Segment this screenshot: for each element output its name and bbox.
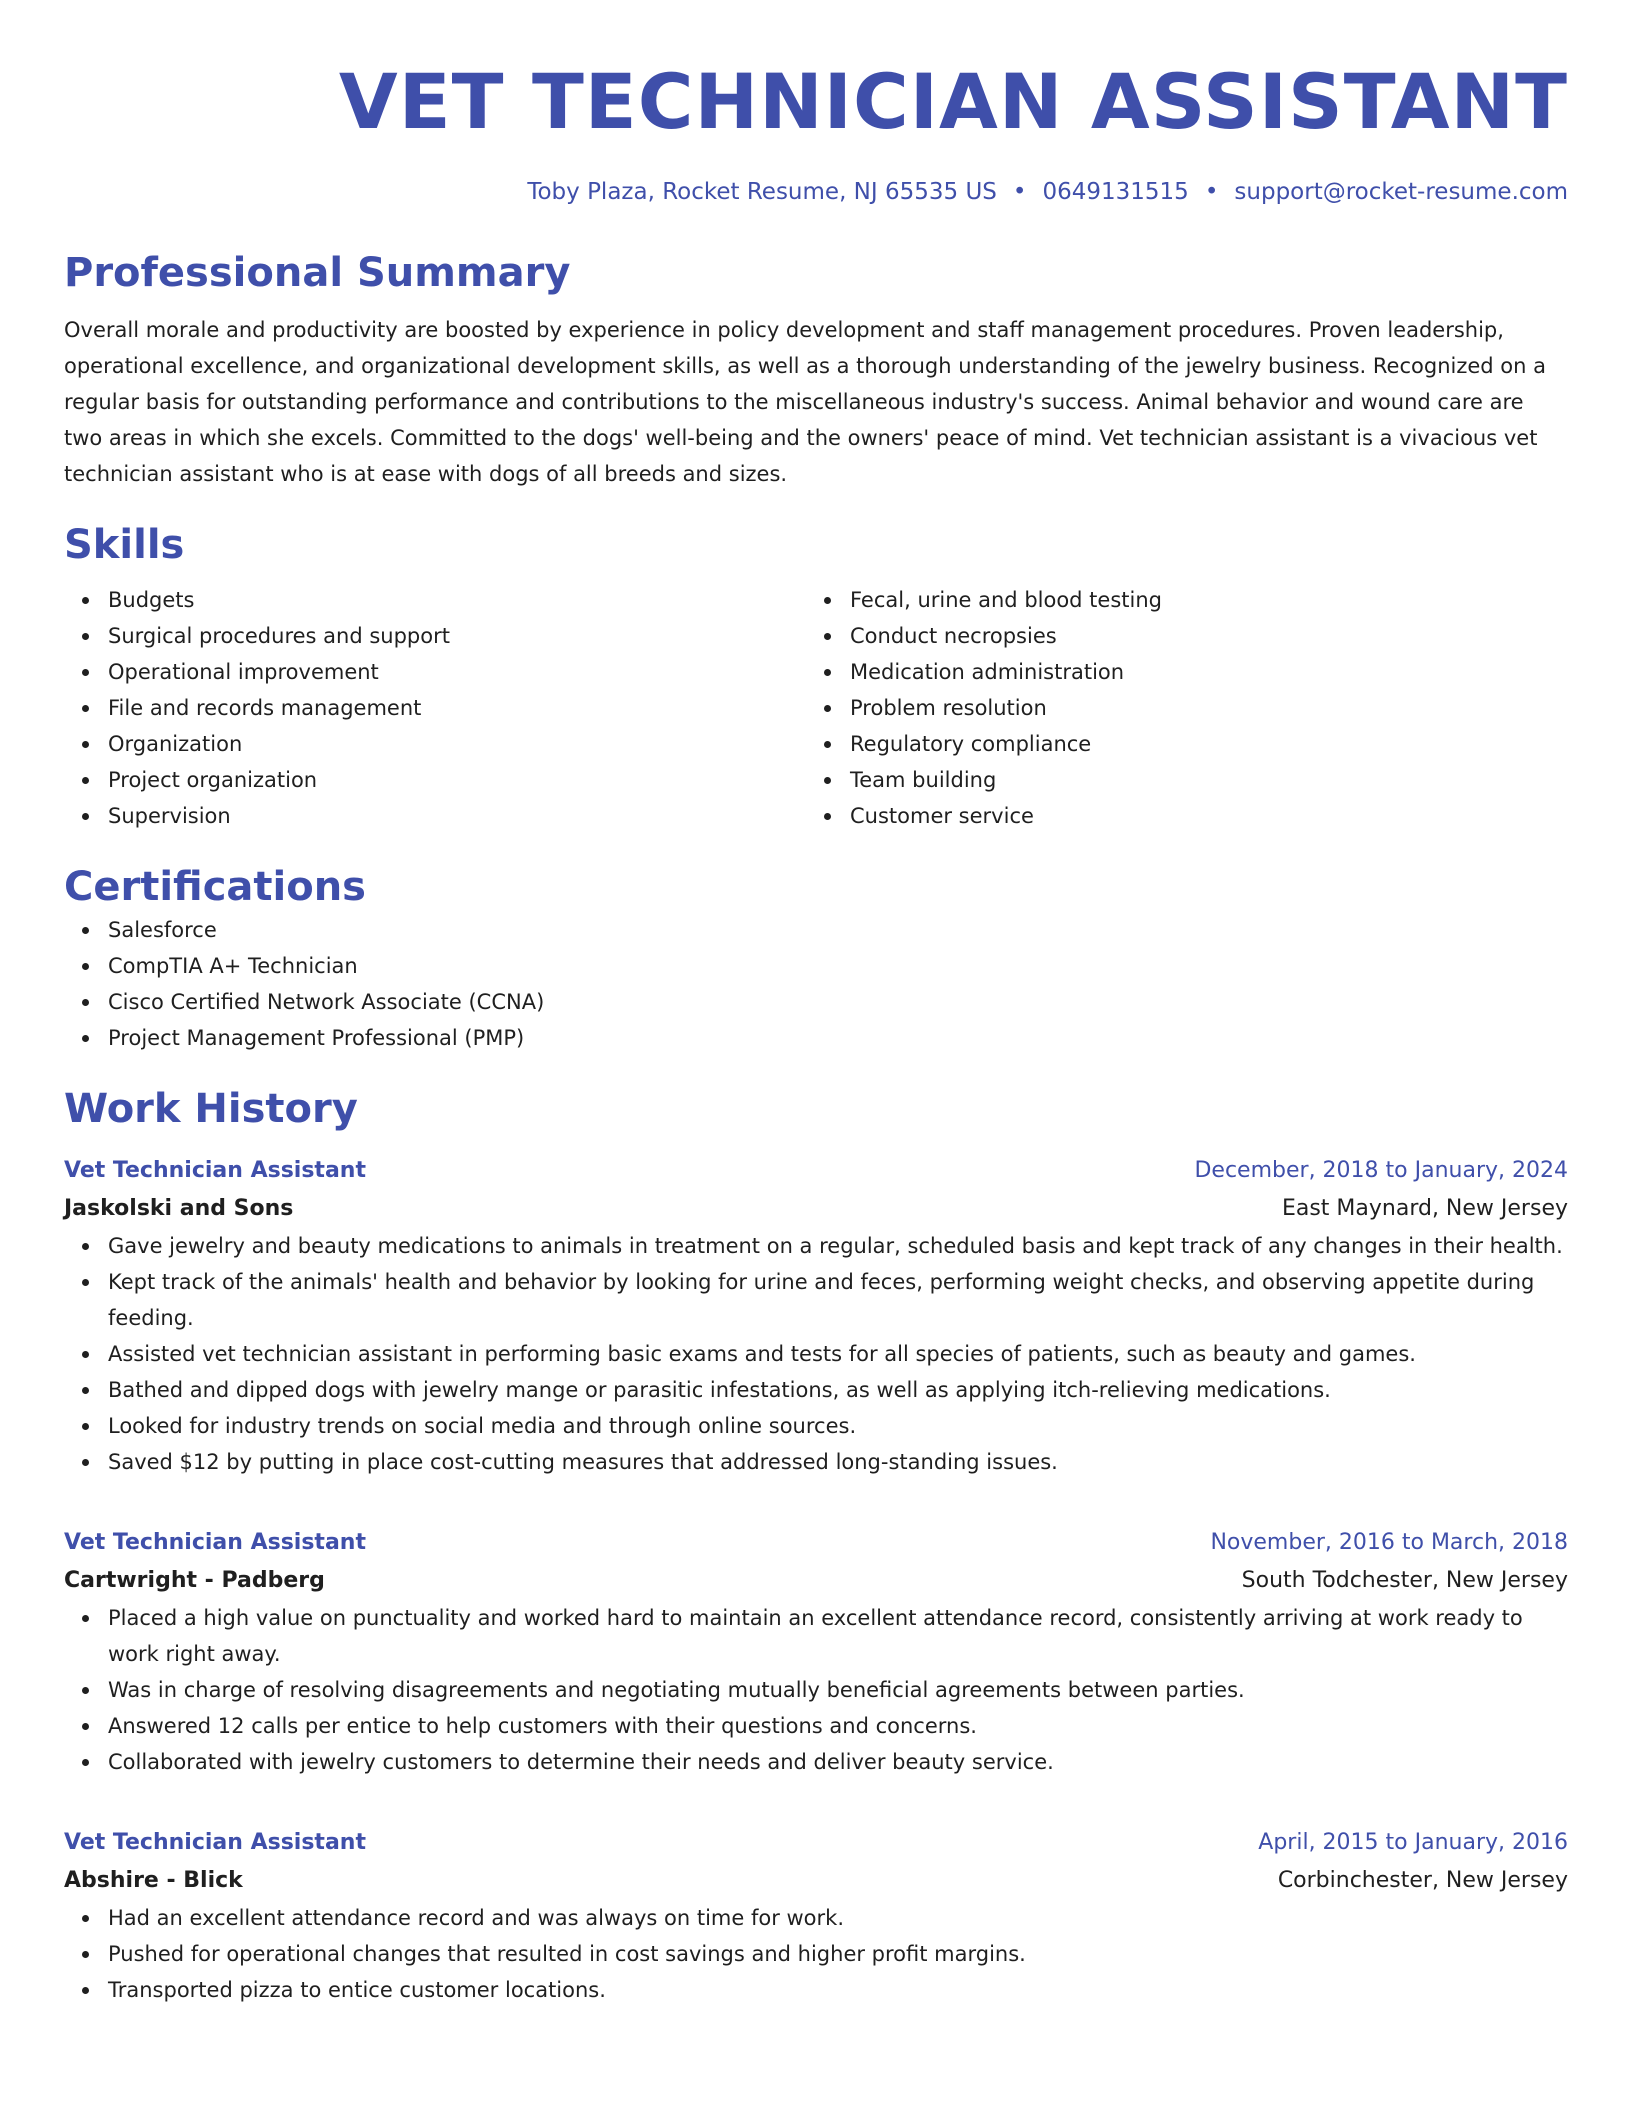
job-entry: [64, 1524, 1568, 1780]
job-entry: [64, 1152, 1568, 1480]
job-dates: April, 2015 to January, 2016: [1258, 1830, 1568, 1855]
skills-heading: Skills: [64, 522, 185, 568]
job-bullet: Placed a high value on punctuality and worked hard to maintain an excellent attendance record, consistently arriving at work ready to work right away.: [64, 1600, 1568, 1672]
summary-text: Overall morale and productivity are boosted by experience in policy development and staff management procedures. Proven leadership, operational excellence, and organizational development skills, as well as a thorough understanding of the jewelry business. Recognized on a regular basis for outstanding performance and contributions to the miscellaneous industry's success. Animal behavior and wound care are two areas in which she excels. Committed to the dogs' well-being and the owners' peace of mind. Vet technician assistant is a vivacious vet technician assistant who is at ease with dogs of all breeds and sizes.: [64, 318, 1546, 486]
contact-separator: •: [1204, 179, 1219, 205]
job-title-row: [64, 1152, 1568, 1190]
certification-item: Cisco Certified Network Associate (CCNA): [64, 984, 1568, 1020]
job-bullet: Had an excellent attendance record and was always on time for work.: [64, 1900, 1568, 1936]
job-bullet: Pushed for operational changes that resulted in cost savings and higher profit margins.: [64, 1936, 1568, 1972]
job-company-row: [64, 1190, 1568, 1228]
skill-item: Regulatory compliance: [806, 726, 1548, 762]
work-history-heading: Work History: [64, 1086, 358, 1132]
skills-list-right: [806, 582, 1548, 834]
contact-address: Toby Plaza, Rocket Resume, NJ 65535 US: [527, 179, 997, 205]
resume-header: [64, 0, 1568, 208]
job-title-row: [64, 1524, 1568, 1562]
job-bullets: [64, 1228, 1568, 1480]
skills-grid: [64, 582, 1568, 834]
job-location: South Todchester, New Jersey: [1241, 1568, 1568, 1593]
job-location: East Maynard, New Jersey: [1281, 1196, 1568, 1221]
job-title: Vet Technician Assistant: [64, 1530, 366, 1555]
skill-item: Fecal, urine and blood testing: [806, 582, 1548, 618]
certifications-list: [64, 912, 1568, 1056]
job-bullet: Saved $12 by putting in place cost-cutting measures that addressed long-standing issues.: [64, 1444, 1568, 1480]
skills-column-left: [64, 582, 806, 834]
contact-email[interactable]: support@rocket-resume.com: [1234, 179, 1568, 205]
job-bullet: Looked for industry trends on social media and through online sources.: [64, 1408, 1568, 1444]
skill-item: Surgical procedures and support: [64, 618, 806, 654]
skill-item: File and records management: [64, 690, 806, 726]
job-bullet: Answered 12 calls per entice to help customers with their questions and concerns.: [64, 1708, 1568, 1744]
certifications-heading: Certifications: [64, 864, 366, 910]
skill-item: Supervision: [64, 798, 806, 834]
job-bullets: [64, 1900, 1568, 2008]
contact-line: [64, 176, 1568, 208]
certification-item: Salesforce: [64, 912, 1568, 948]
skill-item: Medication administration: [806, 654, 1548, 690]
job-title: Vet Technician Assistant: [64, 1158, 366, 1183]
job-company-row: [64, 1562, 1568, 1600]
skill-item: Operational improvement: [64, 654, 806, 690]
job-bullet: Collaborated with jewelry customers to determine their needs and deliver beauty service.: [64, 1744, 1568, 1780]
job-bullet: Assisted vet technician assistant in performing basic exams and tests for all species of patients, such as beauty and games.: [64, 1336, 1568, 1372]
contact-separator: •: [1012, 179, 1027, 205]
job-location: Corbinchester, New Jersey: [1277, 1868, 1568, 1893]
skill-item: Organization: [64, 726, 806, 762]
job-dates: December, 2018 to January, 2024: [1194, 1158, 1568, 1183]
job-company: Jaskolski and Sons: [64, 1196, 294, 1221]
certification-item: Project Management Professional (PMP): [64, 1020, 1568, 1056]
job-company-row: [64, 1862, 1568, 1900]
job-bullet: Bathed and dipped dogs with jewelry mange or parasitic infestations, as well as applying itch-relieving medications.: [64, 1372, 1568, 1408]
job-bullet: Kept track of the animals' health and behavior by looking for urine and feces, performing weight checks, and observing appetite during feeding.: [64, 1264, 1568, 1336]
job-dates: November, 2016 to March, 2018: [1210, 1530, 1568, 1555]
skill-item: Problem resolution: [806, 690, 1548, 726]
job-title: Vet Technician Assistant: [64, 1830, 366, 1855]
job-bullet: Transported pizza to entice customer locations.: [64, 1972, 1568, 2008]
skill-item: Project organization: [64, 762, 806, 798]
certification-item: CompTIA A+ Technician: [64, 948, 1568, 984]
skills-list-left: [64, 582, 806, 834]
job-entry: [64, 1824, 1568, 2008]
job-company: Abshire - Blick: [64, 1868, 243, 1893]
job-bullets: [64, 1600, 1568, 1780]
summary-heading: Professional Summary: [64, 250, 571, 296]
candidate-name: VET TECHNICIAN ASSISTANT: [338, 57, 1568, 146]
contact-phone: 0649131515: [1042, 179, 1189, 205]
skills-column-right: [806, 582, 1548, 834]
skill-item: Team building: [806, 762, 1548, 798]
skill-item: Customer service: [806, 798, 1548, 834]
job-title-row: [64, 1824, 1568, 1862]
skill-item: Budgets: [64, 582, 806, 618]
job-bullet: Was in charge of resolving disagreements and negotiating mutually beneficial agreements between parties.: [64, 1672, 1568, 1708]
job-bullet: Gave jewelry and beauty medications to animals in treatment on a regular, scheduled basis and kept track of any changes in their health.: [64, 1228, 1568, 1264]
skill-item: Conduct necropsies: [806, 618, 1548, 654]
job-company: Cartwright - Padberg: [64, 1568, 325, 1593]
